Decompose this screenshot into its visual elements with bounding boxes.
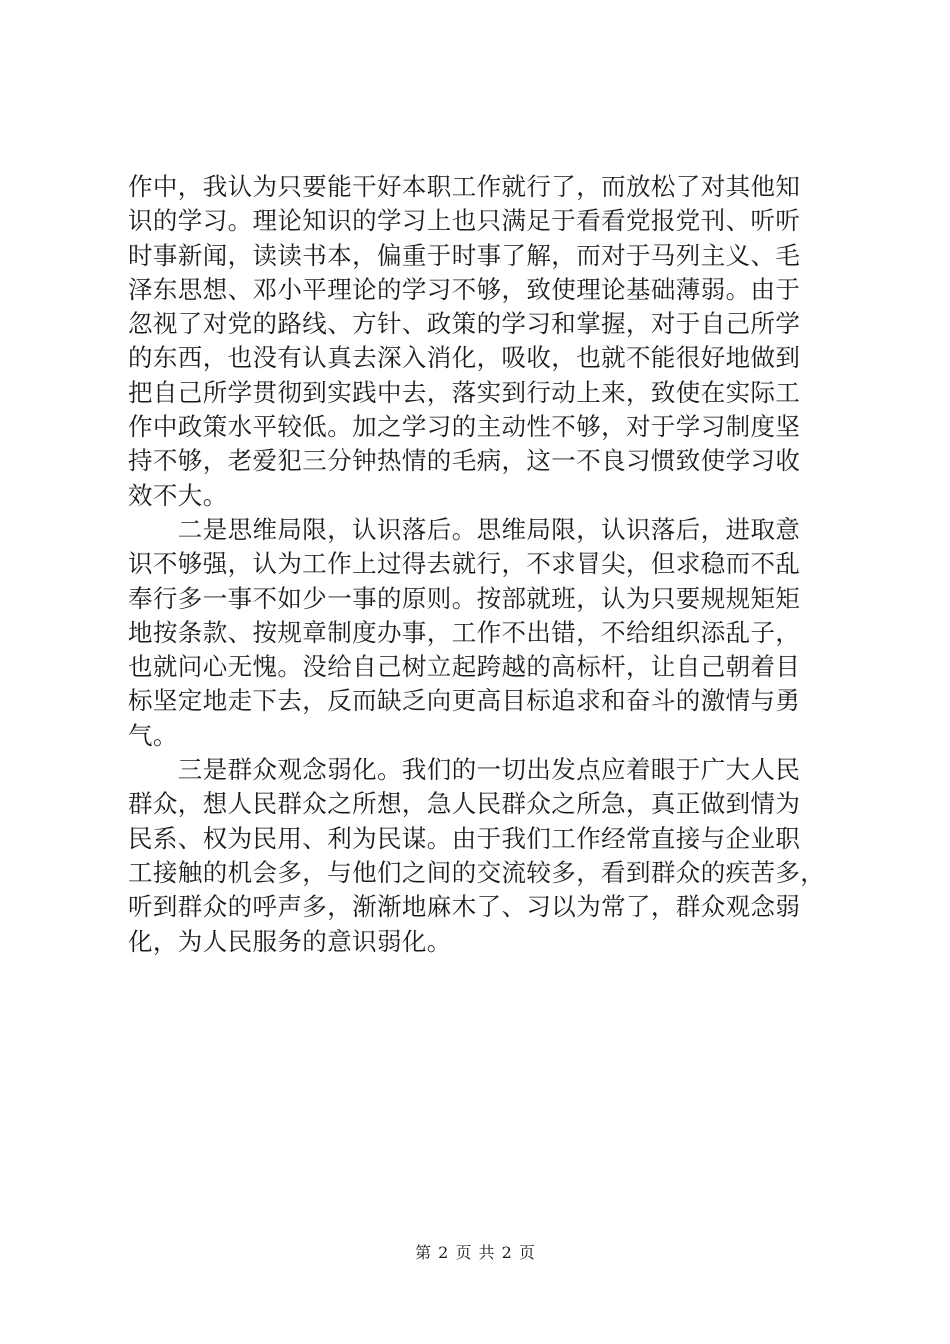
text-line: 奉行多一事不如少一事的原则。按部就班，认为只要规规矩矩: [128, 583, 801, 613]
text-line: 把自己所学贯彻到实践中去，落实到行动上来，致使在实际工: [128, 377, 801, 407]
text-line: 群众，想人民群众之所想，急人民群众之所急，真正做到情为: [128, 789, 801, 819]
text-line: 化，为人民服务的意识弱化。: [128, 926, 452, 956]
text-line: 也就问心无愧。没给自己树立起跨越的高标杆，让自己朝着目: [128, 652, 801, 682]
text-line: 时事新闻，读读书本，偏重于时事了解，而对于马列主义、毛: [128, 240, 801, 270]
text-line: 听到群众的呼声多，渐渐地麻木了、习以为常了，群众观念弱: [128, 892, 801, 922]
text-line: 识不够强，认为工作上过得去就行，不求冒尖，但求稳而不乱: [128, 549, 801, 579]
paragraph-start-line: 三是群众观念弱化。我们的一切出发点应着眼于广大人民: [128, 755, 801, 785]
text-line: 民系、权为民用、利为民谋。由于我们工作经常直接与企业职: [128, 823, 801, 853]
text-line: 效不大。: [128, 480, 228, 510]
text-line: 作中政策水平较低。加之学习的主动性不够，对于学习制度坚: [128, 412, 801, 442]
text-line: 气。: [128, 720, 178, 750]
paragraph-start-line: 二是思维局限，认识落后。思维局限，认识落后，进取意: [128, 514, 801, 544]
document-body: [128, 170, 838, 959]
text-line: 识的学习。理论知识的学习上也只满足于看看党报党刊、听听: [128, 206, 801, 236]
page-number-footer: 第 2 页 共 2 页: [415, 1243, 535, 1262]
text-line: 工接触的机会多，与他们之间的交流较多，看到群众的疾苦多，: [128, 857, 826, 887]
text-line: 忽视了对党的路线、方针、政策的学习和掌握，对于自己所学: [128, 309, 801, 339]
text-line: 持不够，老爱犯三分钟热情的毛病，这一不良习惯致使学习收: [128, 446, 801, 476]
text-line: 地按条款、按规章制度办事，工作不出错，不给组织添乱子，: [128, 617, 801, 647]
text-line: 标坚定地走下去，反而缺乏向更高目标追求和奋斗的激情与勇: [128, 686, 801, 716]
text-line: 泽东思想、邓小平理论的学习不够，致使理论基础薄弱。由于: [128, 274, 801, 304]
text-line: 的东西，也没有认真去深入消化，吸收，也就不能很好地做到: [128, 343, 801, 373]
text-line: 作中，我认为只要能干好本职工作就行了，而放松了对其他知: [128, 172, 801, 201]
